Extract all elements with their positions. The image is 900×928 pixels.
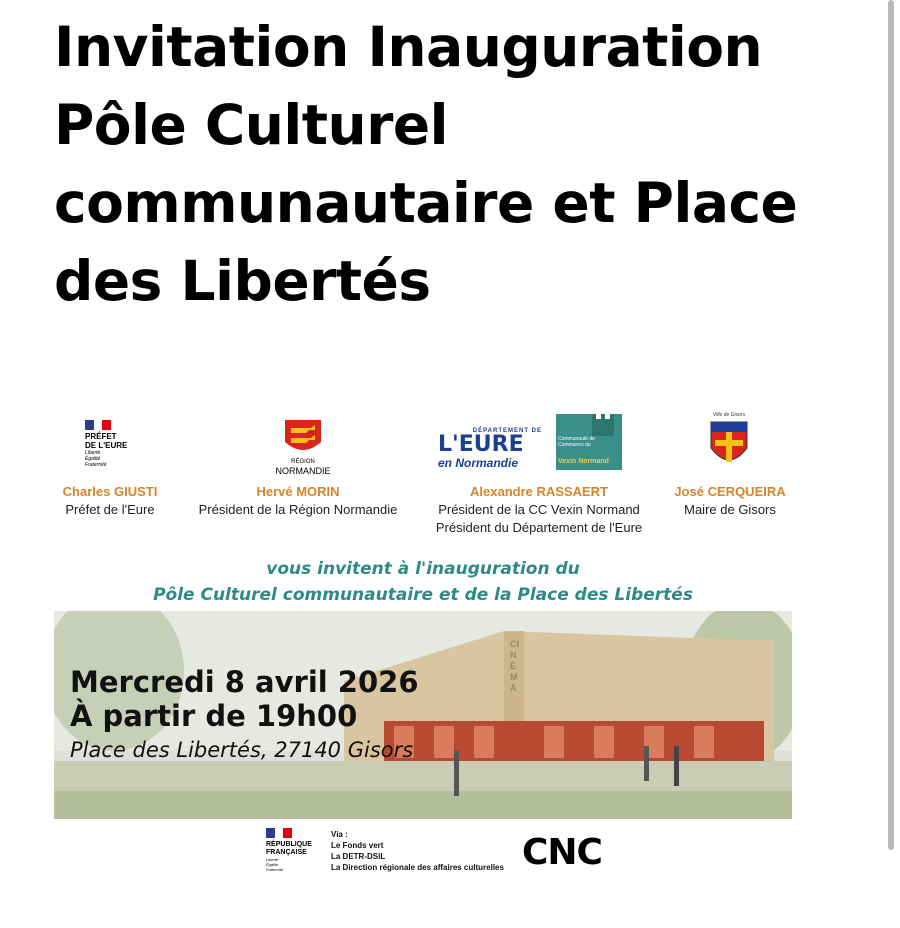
- motto: Liberté: [85, 450, 101, 456]
- departement-top: DÉPARTEMENT DE: [472, 428, 542, 434]
- french-flag-icon: [266, 828, 292, 838]
- invite-line-2: Pôle Culturel communautaire et de la Place des Libertés: [153, 585, 693, 605]
- sponsor-role: Président du Département de l'Eure: [435, 520, 643, 535]
- prefecture-line2: DE L'EURE: [85, 441, 128, 450]
- page-title: [54, 8, 844, 320]
- motto: Égalité: [266, 862, 279, 867]
- building-sign: CINÉMA: [510, 639, 519, 693]
- tower-icon: [556, 414, 622, 436]
- region-line2: NORMANDIE: [275, 466, 331, 476]
- title-line: Invitation Inauguration: [54, 15, 763, 79]
- sponsor-prefet: [40, 483, 180, 519]
- motto: Fraternité: [266, 867, 284, 872]
- invite-line-1: vous invitent à l'inauguration du: [266, 559, 580, 579]
- sponsor-name: Alexandre RASSAERT: [470, 484, 608, 499]
- cnc-logo: CNC: [522, 832, 602, 873]
- prefecture-line1: PRÉFET: [85, 432, 117, 441]
- sponsor-role: Président de la Région Normandie: [198, 502, 398, 517]
- title-line: Pôle Culturel: [54, 93, 448, 157]
- french-flag-icon: [85, 420, 111, 430]
- sponsor-section: [0, 412, 900, 542]
- ccvn-logo: [556, 414, 622, 470]
- sponsor-name: Charles GIUSTI: [62, 484, 158, 499]
- sponsor-name: Hervé MORIN: [256, 484, 340, 499]
- ccvn-line3: Vexin Normand: [558, 458, 609, 465]
- sponsor-role: Président de la CC Vexin Normand: [438, 502, 640, 517]
- event-banner: [54, 611, 792, 819]
- rf-line2: FRANÇAISE: [266, 849, 307, 856]
- motto: Égalité: [85, 456, 101, 462]
- ccvn-line1: Communauté de: [558, 436, 595, 442]
- motto: Fraternité: [85, 462, 107, 468]
- footer-partners: [0, 824, 900, 884]
- departement-eure-logo: [438, 428, 542, 470]
- ccvn-line2: Communes du: [558, 442, 591, 448]
- gisors-logo: [706, 412, 752, 473]
- title-line: communautaire et Place: [54, 171, 798, 235]
- sponsor-name: José CERQUEIRA: [674, 484, 786, 499]
- sponsor-role: Maire de Gisors: [684, 502, 776, 517]
- via-item: Le Fonds vert: [331, 841, 384, 850]
- republique-francaise-logo: [266, 828, 326, 872]
- normandy-lions-icon: [281, 418, 325, 454]
- event-time: À partir de 19h00: [70, 699, 358, 733]
- motto: Liberté: [266, 857, 279, 862]
- region-normandie-logo: [268, 418, 338, 476]
- gisors-shield-icon: [709, 418, 749, 468]
- via-list: [331, 829, 504, 873]
- event-place: Place des Libertés, 27140 Gisors: [70, 738, 414, 762]
- gisors-caption: Ville de Gisors: [712, 412, 746, 418]
- via-item: La DETR-DSIL: [331, 852, 386, 861]
- departement-sub: en Normandie: [438, 456, 519, 470]
- departement-main: L'EURE: [438, 432, 524, 457]
- sponsor-role: Préfet de l'Eure: [65, 502, 155, 517]
- rf-line1: RÉPUBLIQUE: [266, 841, 312, 848]
- prefecture-logo: [85, 420, 145, 468]
- event-date: Mercredi 8 avril 2026: [70, 665, 419, 699]
- sponsor-departement: [424, 483, 654, 537]
- via-item: La Direction régionale des affaires culturelles: [331, 863, 504, 872]
- sponsor-maire: [660, 483, 800, 519]
- sponsor-region: [190, 483, 406, 519]
- title-line: des Libertés: [54, 249, 431, 313]
- via-title: Via :: [331, 830, 348, 839]
- region-line1: RÉGION: [291, 459, 315, 465]
